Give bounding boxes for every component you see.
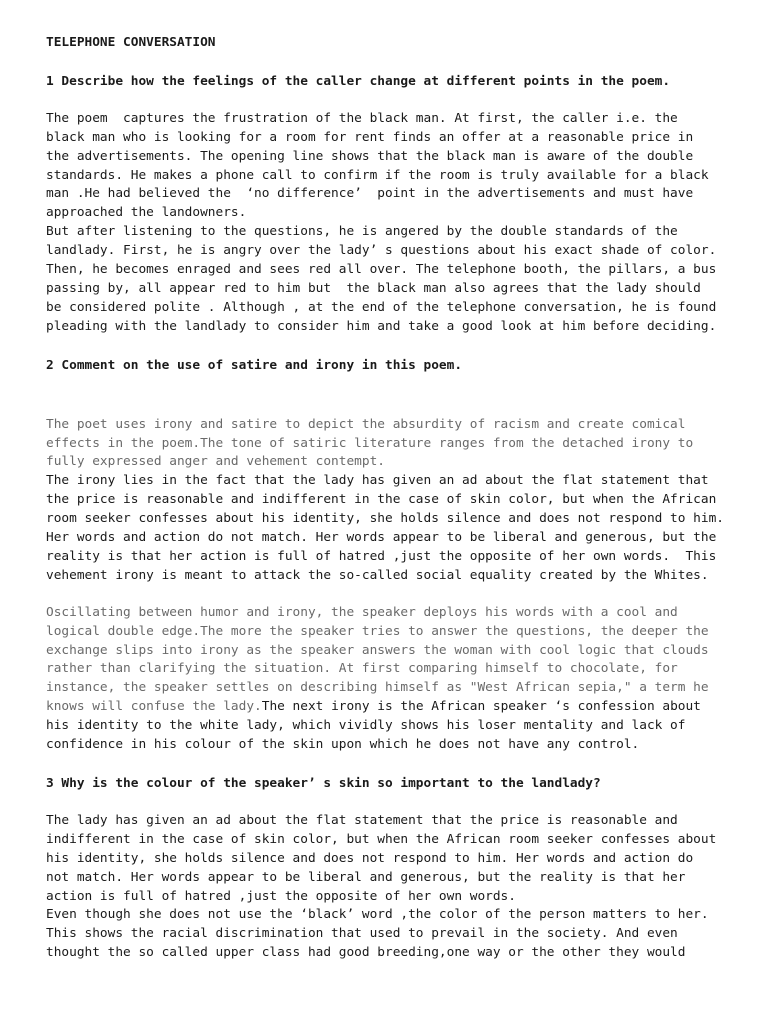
answer-line: action is full of hatred ,just the opposite of her own words. — [46, 888, 516, 904]
answer-line: indifferent in the case of skin color, but when the African room seeker confesses about — [46, 831, 717, 847]
answer-line: The irony lies in the fact that the lady has given an ad about the flat statement that — [46, 473, 709, 489]
answer-line: reality is that her action is full of hatred ,just the opposite of her own words. This — [46, 548, 717, 564]
document-page — [46, 34, 736, 963]
answer-line: Her words and action do not match. Her words appear to be liberal and generous, but the — [46, 530, 717, 546]
answer-line: Then, he becomes enraged and sees red all over. The telephone booth, the pillars, a bus — [46, 262, 717, 278]
answer-line-mixed — [46, 698, 736, 717]
answer-line: vehement irony is meant to attack the so-called social equality created by the Whites. — [46, 567, 709, 583]
answer-line: be considered polite . Although , at the end of the telephone conversation, he is found — [46, 299, 717, 315]
answer-line: confidence in his colour of the skin upon which he does not have any control. — [46, 737, 640, 753]
answer-line: black man who is looking for a room for rent finds an offer at a reasonable price in — [46, 129, 694, 145]
answer-line: the price is reasonable and indifferent in the case of skin color, but when the African — [46, 492, 717, 508]
answer-line: standards. He makes a phone call to confirm if the room is truly available for a black — [46, 167, 709, 183]
answer-line-quoted: The poet uses irony and satire to depict the absurdity of racism and create comical — [46, 416, 686, 432]
answer-line-quoted: logical double edge.The more the speaker tries to answer the questions, the deeper the — [46, 623, 709, 639]
answer-line: room seeker confesses about his identity, she holds silence and does not respond to him. — [46, 511, 724, 527]
question-3: 3 Why is the colour of the speaker’ s skin so important to the landlady? — [46, 776, 601, 791]
answer-line-quoted: Oscillating between humor and irony, the speaker deploys his words with a cool and — [46, 604, 678, 620]
answer-line: The poem captures the frustration of the black man. At first, the caller i.e. the — [46, 110, 678, 126]
answer-line: pleading with the landlady to consider him and take a good look at him before deciding. — [46, 318, 717, 334]
answer-fragment: The next irony is the African speaker ‘s confession about — [261, 699, 701, 715]
answer-line: not match. Her words appear to be liberal and generous, but the reality is that her — [46, 869, 686, 885]
answer-line-quoted: rather than clarifying the situation. At first comparing himself to chocolate, for — [46, 661, 678, 677]
answer-line: passing by, all appear red to him but the black man also agrees that the lady should — [46, 280, 701, 296]
answer-line: man .He had believed the ‘no difference’ point in the advertisements and must have — [46, 186, 694, 202]
answer-line: landlady. First, he is angry over the lady’ s questions about his exact shade of color. — [46, 243, 717, 259]
answer-3 — [46, 812, 736, 963]
answer-line: the advertisements. The opening line shows that the black man is aware of the double — [46, 148, 694, 164]
answer-1 — [46, 110, 736, 337]
answer-line: Even though she does not use the ‘black’ word ,the color of the person matters to her. — [46, 907, 709, 923]
question-1: 1 Describe how the feelings of the caller change at different points in the poem. — [46, 73, 671, 89]
answer-line: This shows the racial discrimination that used to prevail in the society. And even — [46, 926, 678, 942]
answer-line-quoted: effects in the poem.The tone of satiric literature ranges from the detached irony to — [46, 435, 694, 451]
answer-line: But after listening to the questions, he is angered by the double standards of the — [46, 224, 678, 240]
answer-line-quoted: instance, the speaker settles on describing himself as "West African sepia," a term he — [46, 680, 709, 696]
answer-line: approached the landowners. — [46, 205, 247, 221]
document-title: TELEPHONE CONVERSATION — [46, 35, 216, 50]
answer-line-quoted: exchange slips into irony as the speaker answers the woman with cool logic that clouds — [46, 642, 709, 658]
answer-line: his identity, she holds silence and does not respond to him. Her words and action do — [46, 850, 694, 866]
answer-2 — [46, 416, 736, 755]
answer-line: thought the so called upper class had good breeding,one way or the other they would — [46, 945, 686, 961]
answer-line: The lady has given an ad about the flat statement that the price is reasonable and — [46, 812, 678, 828]
question-2: 2 Comment on the use of satire and irony in this poem. — [46, 357, 463, 373]
quoted-fragment: knows will confuse the lady. — [46, 699, 262, 715]
answer-line: his identity to the white lady, which vividly shows his loser mentality and lack of — [46, 718, 686, 734]
answer-line-quoted: fully expressed anger and vehement contempt. — [46, 454, 385, 470]
